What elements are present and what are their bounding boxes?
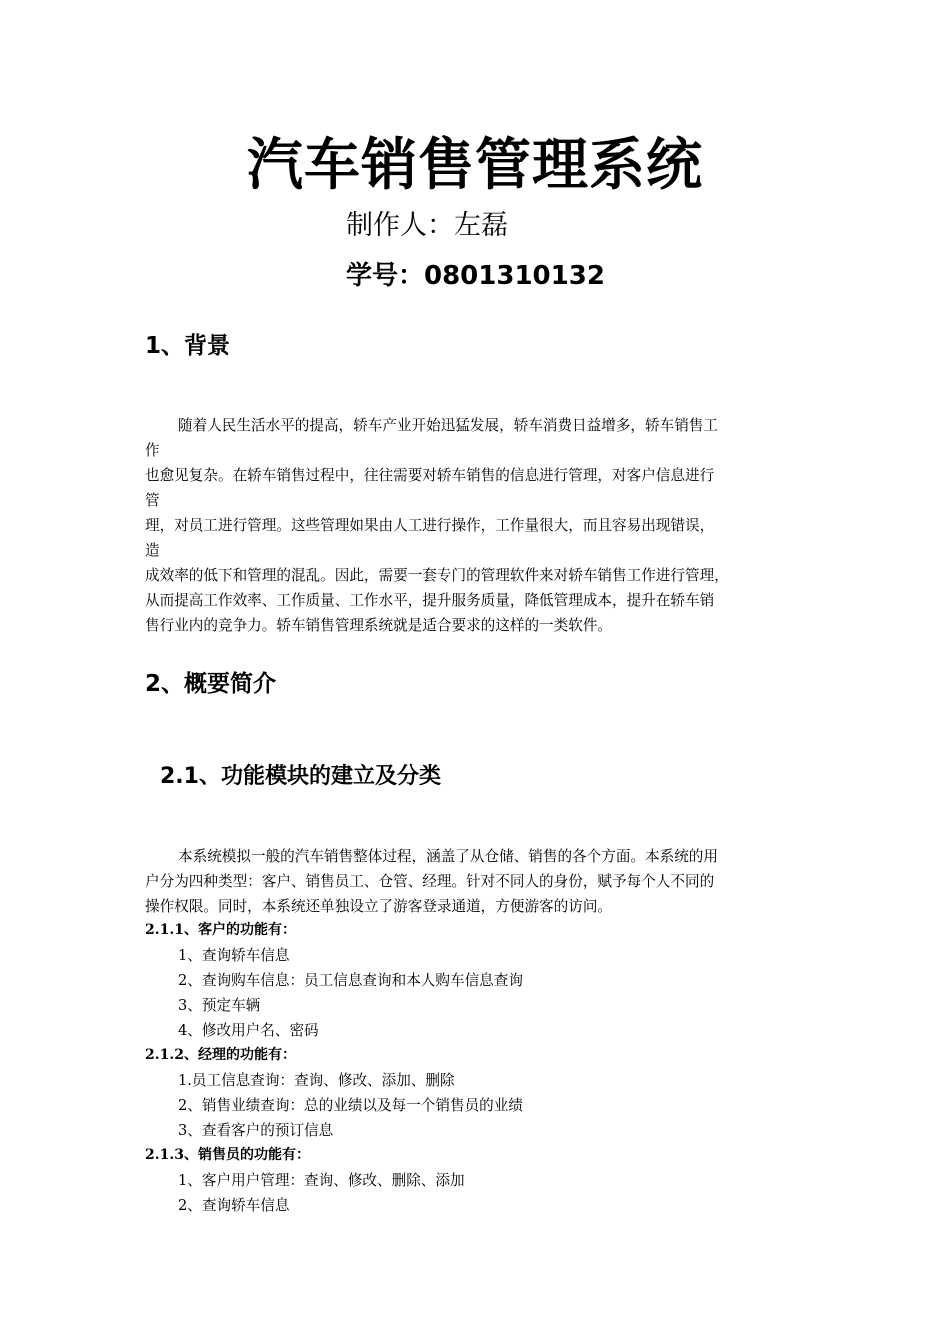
background-paragraph [145,413,809,638]
salesperson-functions-heading: 2.1.3、销售员的功能有： [145,1147,310,1163]
list-item: 2、查询轿车信息 [178,1197,290,1214]
paragraph-line: 操作权限。同时，本系统还单独设立了游客登录通道，方便游客的访问。 [145,898,613,915]
manager-functions-heading: 2.1.2、经理的功能有： [145,1047,296,1063]
list-item: 4、修改用户名、密码 [178,1022,319,1039]
author-line: 制作人：左磊 [346,210,508,241]
list-item: 1.员工信息查询：查询、修改、添加、删除 [178,1072,455,1089]
list-item: 1、客户用户管理：查询、修改、删除、添加 [178,1172,465,1189]
document-title: 汽车销售管理系统 [247,133,703,198]
paragraph-line: 从而提高工作效率、工作质量、工作水平，提升服务质量，降低管理成本，提升在轿车销 [145,592,715,609]
list-item: 3、查看客户的预订信息 [178,1122,334,1139]
paragraph-line: 也愈见复杂。在轿车销售过程中，往往需要对轿车销售的信息进行管理，对客户信息进行 [145,467,715,484]
paragraph-line: 理，对员工进行管理。这些管理如果由人工进行操作，工作量很大，而且容易出现错误， [145,517,715,534]
list-item: 1、查询轿车信息 [178,947,290,964]
list-item: 2、销售业绩查询：总的业绩以及每一个销售员的业绩 [178,1097,523,1114]
modules-paragraph [145,844,809,919]
list-item: 3、预定车辆 [178,997,261,1014]
section-heading-overview: 2、概要简介 [145,671,277,697]
paragraph-line: 户分为四种类型：客户、销售员工、仓管、经理。针对不同人的身份，赋予每个人不同的 [145,873,715,890]
paragraph-line: 成效率的低下和管理的混乱。因此，需要一套专门的管理软件来对轿车销售工作进行管理， [145,567,729,584]
paragraph-line: 售行业内的竞争力。轿车销售管理系统就是适合要求的这样的一类软件。 [145,617,613,634]
paragraph-line: 造 [145,542,160,559]
customer-functions-heading: 2.1.1、客户的功能有： [145,922,296,938]
paragraph-line: 随着人民生活水平的提高，轿车产业开始迅猛发展，轿车消费日益增多，轿车销售工 [178,417,718,434]
paragraph-line: 作 [145,442,160,459]
section-heading-background: 1、背景 [145,333,231,359]
student-id-line: 学号：0801310132 [346,261,605,291]
list-item: 2、查询购车信息：员工信息查询和本人购车信息查询 [178,972,523,989]
paragraph-line: 本系统模拟一般的汽车销售整体过程，涵盖了从仓储、销售的各个方面。本系统的用 [178,848,718,865]
subsection-heading-modules: 2.1、功能模块的建立及分类 [160,764,441,789]
paragraph-line: 管 [145,492,160,509]
